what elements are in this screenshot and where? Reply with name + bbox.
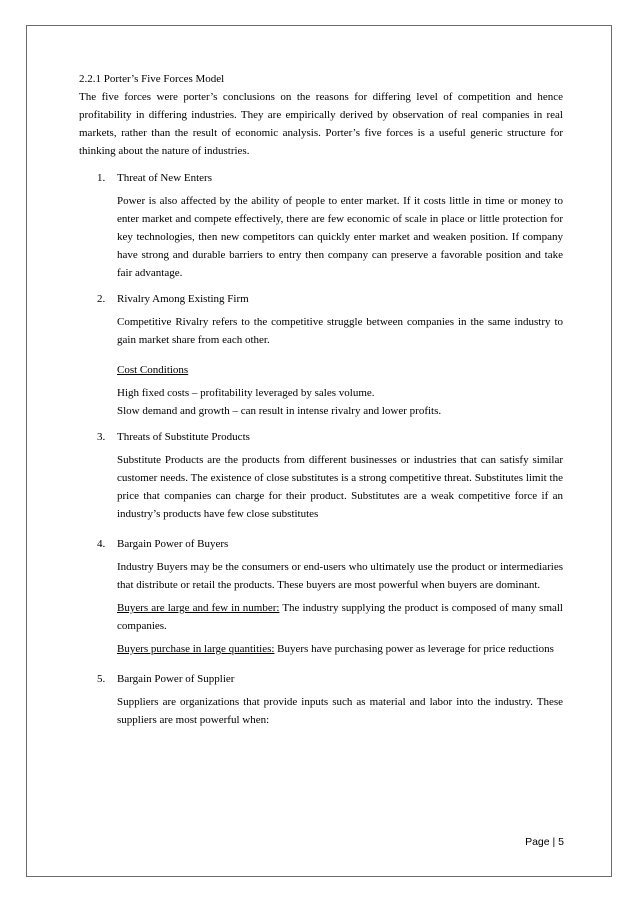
- list-item-paragraph: Competitive Rivalry refers to the competitive struggle between companies in the same industry to gain market share from each other.: [117, 316, 563, 346]
- cost-conditions-subheading: Cost Conditions: [117, 364, 189, 376]
- list-item-title: Threats of Substitute Products: [117, 431, 250, 443]
- list-item-title: Threat of New Enters: [117, 172, 212, 184]
- document-body: [79, 70, 563, 737]
- buyers-large-text: The industry supplying the product is composed of many small companies.: [117, 602, 563, 632]
- list-item-title: Bargain Power of Supplier: [117, 673, 235, 685]
- page-number: Page | 5: [525, 836, 564, 848]
- section-heading: 2.2.1 Porter’s Five Forces Model: [79, 73, 225, 85]
- buyers-quantities-text: Buyers have purchasing power as leverage for price reductions: [274, 643, 554, 655]
- list-item-paragraph: Substitute Products are the products from different businesses or industries that can satisfy similar customer needs. The existence of close substitutes is a strong competitive threat. Substitutes limit the price that companies can charge for their product. Substitutes are a weak competitive force if an industry’s products have few close substitutes: [117, 454, 563, 520]
- buyers-large-lead: Buyers are large and few in number:: [117, 602, 280, 614]
- cost-line-fixed-costs: High fixed costs – profitability leveraged by sales volume.: [117, 387, 375, 399]
- list-item-paragraph: Suppliers are organizations that provide inputs such as material and labor into the industry. These suppliers are most powerful when:: [117, 696, 563, 726]
- list-item-substitutes: [79, 428, 563, 523]
- list-number: 2.: [97, 293, 106, 305]
- intro-paragraph: The five forces were porter’s conclusions on the reasons for differing level of competition and hence profitability in differing industries. They are empirically derived by observation of real companies in real markets, rather than the result of economic analysis. Porter’s five forces is a useful generic structure for thinking about the nature of industries.: [79, 91, 563, 157]
- buyers-quantities-paragraph: [117, 640, 563, 658]
- list-item-title: Rivalry Among Existing Firm: [117, 293, 249, 305]
- list-item-buyers: [79, 535, 563, 658]
- list-number: 1.: [97, 172, 106, 184]
- list-number: 3.: [97, 431, 106, 443]
- buyers-quantities-lead: Buyers purchase in large quantities:: [117, 643, 275, 655]
- list-item-suppliers: [79, 670, 563, 729]
- list-item-paragraph: Power is also affected by the ability of people to enter market. If it costs little in time or money to enter market and compete effectively, there are few economic of scale in place or little protection for key technologies, then new competitors can quickly enter market and weaken position. If company have strong and durable barriers to entry then company can preserve a favorable position and take fair advantage.: [117, 195, 563, 279]
- list-item-rivalry: [79, 290, 563, 420]
- list-item-threat-of-new-entrants: [79, 169, 563, 282]
- list-number: 4.: [97, 538, 106, 550]
- buyers-large-paragraph: [117, 599, 563, 635]
- list-item-paragraph: Industry Buyers may be the consumers or end-users who ultimately use the product or intermediaries that distribute or retail the products. These buyers are most powerful when buyers are dominant.: [117, 561, 563, 591]
- list-item-title: Bargain Power of Buyers: [117, 538, 229, 550]
- list-number: 5.: [97, 673, 106, 685]
- cost-line-slow-demand: Slow demand and growth – can result in intense rivalry and lower profits.: [117, 405, 442, 417]
